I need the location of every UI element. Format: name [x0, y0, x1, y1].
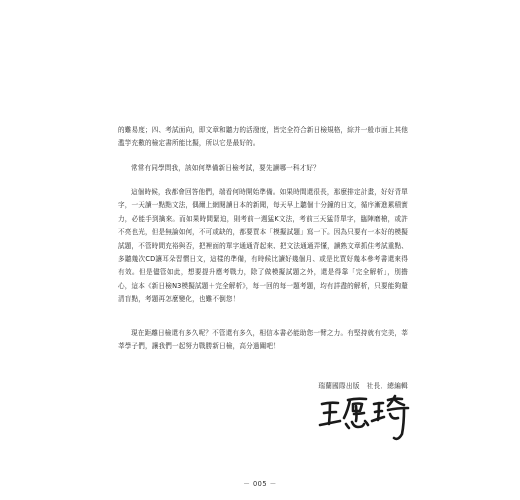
- paragraph-3: 這個時候，我都會回答他們，端看何時開始準備。如果時間還很長，那麼排定計畫，好好背單字，一天讀一點點文法，偶爾上網閱讀日本的新聞，每天早上聽個十分鐘的日文，循序漸進累積實力，必能手到擒來。而如果時間緊迫，則考前一週猛K文法，考前三天猛背單字，臨陣磨槍，或許不亮也光，但是無論如何，不可或缺的，都要買本「模擬試題」寫一下。因為只要有一本好的模擬試題，不管時間充裕與否，把裡面的單字通通背起來、把文法通通弄懂，讀熟文章抓住考試重點、多聽幾次CD讓耳朵習慣日文，這樣的準備，有時候比讀好幾個月、或是比買好幾本參考書還來得有效。但是儘管如此，想要提升應考戰力，除了做模擬試題之外，還是得靠「完全解析」，別擔心，這本《新日檢N3模擬試題＋完全解析》，每一回的每一題考題，均有詳盡的解析，只要能夠釐清盲點，考題再怎麼變化，也難不倒您！: [118, 188, 408, 304]
- page-number: － 005 －: [243, 480, 277, 488]
- paragraph-2: 常常有同學問我，該如何準備新日檢考試，要先讀哪一科才好？: [131, 164, 320, 172]
- paragraph-4: 現在距離日檢還有多久呢？不管還有多久，相信本書必能助您一臂之力。有堅持就有完美，莘莘學子們，讓我們一起努力戰勝新日檢，高分過關吧！: [118, 329, 408, 351]
- paragraph-1: 的難易度；四、考試面向，即文章和聽力的活潑度，皆完全符合新日檢規格，綜并一般市面上其他濫竽充數的檢定書所能比擬，所以它是最好的。: [118, 126, 408, 148]
- handwritten-signature: [318, 394, 413, 446]
- publisher-credit: 瑞蘭國際出版 社長．總編輯: [318, 382, 408, 390]
